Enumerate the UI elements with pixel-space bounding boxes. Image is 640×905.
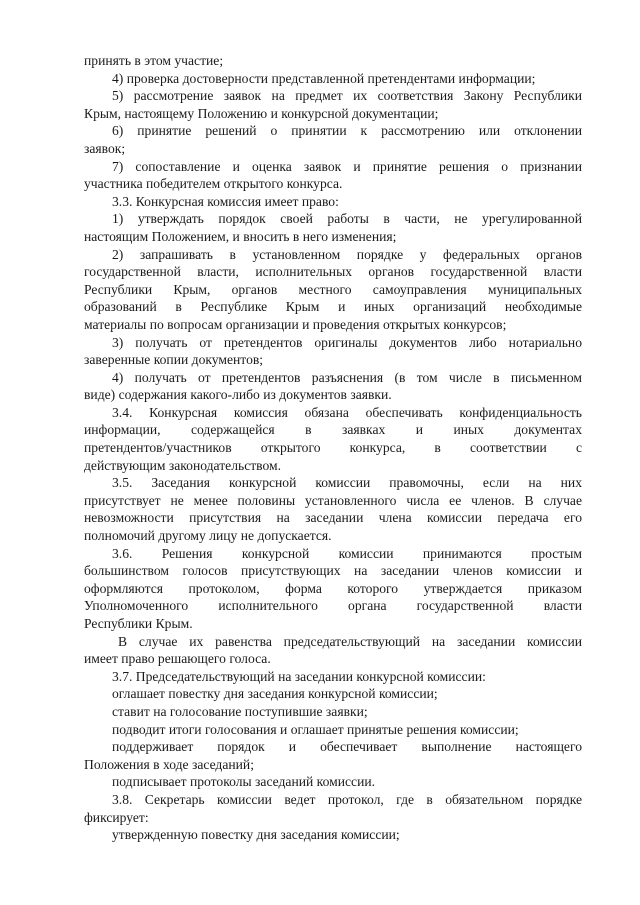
paragraph [84, 158, 582, 193]
text-line: образований в Республике Крым и иных организаций необходимые [84, 299, 582, 315]
paragraph [84, 738, 582, 773]
text-line: государственной власти, исполнительных органов государственной власти [84, 264, 582, 280]
text-line: виде) содержания какого-либо из документов заявки. [84, 387, 392, 403]
text-line: принять в этом участие; [84, 53, 224, 68]
text-line: 5) рассмотрение заявок на предмет их соответствия Закону Республики [112, 88, 582, 104]
text-line: 3.4. Конкурсная комиссия обязана обеспечивать конфиденциальность [112, 404, 582, 420]
text-line: Республики Крым, органов местного самоуправления муниципальных [84, 281, 582, 297]
text-line: 4) получать от претендентов разъяснения (в том числе в письменном [112, 369, 582, 385]
text-line: заверенные копии документов; [84, 352, 264, 368]
text-line: 3.6. Решения конкурсной комиссии принимаются простым [112, 545, 582, 561]
text-line: заявок; [84, 140, 126, 156]
paragraph [84, 193, 582, 211]
text-line: невозможности присутствия на заседании члена комиссии передача его [84, 510, 582, 526]
text-line: присутствует не менее половины установленного числа ее членов. В случае [84, 492, 582, 508]
text-line: Крым, настоящему Положению и конкурсной документации; [84, 105, 439, 121]
paragraph [84, 633, 582, 668]
paragraph [84, 369, 582, 404]
text-line: настоящим Положением, и вносить в него изменения; [84, 228, 397, 244]
paragraph [84, 685, 582, 703]
paragraph [84, 70, 582, 88]
text-line: полномочий другому лицу не допускается. [84, 528, 332, 544]
text-line: участника победителем открытого конкурса. [84, 176, 343, 192]
text-line: 4) проверка достоверности представленной претендентами информации; [112, 70, 536, 86]
text-line: Положения в ходе заседаний; [84, 756, 254, 772]
paragraph [84, 474, 582, 544]
text-line: Уполномоченного исполнительного органа государственной власти [84, 598, 582, 614]
paragraph [84, 87, 582, 122]
paragraph [84, 210, 582, 245]
text-line: имеет право решающего голоса. [84, 651, 271, 667]
text-line: ставит на голосование поступившие заявки; [112, 703, 368, 719]
text-line: поддерживает порядок и обеспечивает выполнение настоящего [112, 739, 582, 755]
paragraph [84, 545, 582, 633]
text-line: подписывает протоколы заседаний комиссии. [112, 774, 376, 790]
text-line: фиксирует: [84, 809, 149, 825]
text-line: 2) запрашивать в установленном порядке у федеральных органов [112, 246, 582, 262]
paragraph [84, 703, 582, 721]
text-line: 1) утверждать порядок своей работы в части, не урегулированной [112, 211, 582, 227]
paragraph [84, 668, 582, 686]
text-line: 3) получать от претендентов оригиналы документов либо нотариально [112, 334, 582, 350]
text-line: утвержденную повестку дня заседания комиссии; [112, 827, 400, 843]
text-line: Республики Крым. [84, 616, 193, 631]
text-line: действующим законодательством. [84, 457, 282, 473]
text-line: 3.5. Заседания конкурсной комиссии правомочны, если на них [112, 475, 582, 491]
paragraph [84, 334, 582, 369]
text-line: В случае их равенства председательствующий на заседании комиссии [118, 633, 582, 649]
text-line: 7) сопоставление и оценка заявок и принятие решения о признании [112, 158, 582, 174]
paragraph [84, 791, 582, 826]
paragraph [84, 122, 582, 157]
paragraph [84, 52, 582, 70]
paragraph [84, 826, 582, 844]
text-line: оформляются протоколом, форма которого утверждается приказом [84, 580, 582, 596]
text-line: 6) принятие решений о принятии к рассмотрению или отклонении [112, 123, 582, 139]
text-line: 3.3. Конкурсная комиссия имеет право: [112, 193, 339, 209]
text-line: 3.7. Председательствующий на заседании конкурсной комиссии: [112, 668, 486, 684]
paragraph [84, 246, 582, 334]
text-line: подводит итоги голосования и оглашает принятые решения комиссии; [112, 721, 519, 737]
paragraph [84, 404, 582, 474]
text-line: материалы по вопросам организации и проведения открытых конкурсов; [84, 316, 507, 332]
text-line: большинством голосов присутствующих на заседании членов комиссии и [84, 563, 582, 579]
text-line: информации, содержащейся в заявках и иных документах [84, 422, 582, 438]
text-line: оглашает повестку дня заседания конкурсной комиссии; [112, 686, 438, 702]
paragraph [84, 721, 582, 739]
text-line: 3.8. Секретарь комиссии ведет протокол, где в обязательном порядке [112, 791, 582, 807]
paragraph [84, 773, 582, 791]
text-line: претендентов/участников открытого конкурса, в соответствии с [84, 440, 582, 456]
document-page [84, 52, 582, 844]
